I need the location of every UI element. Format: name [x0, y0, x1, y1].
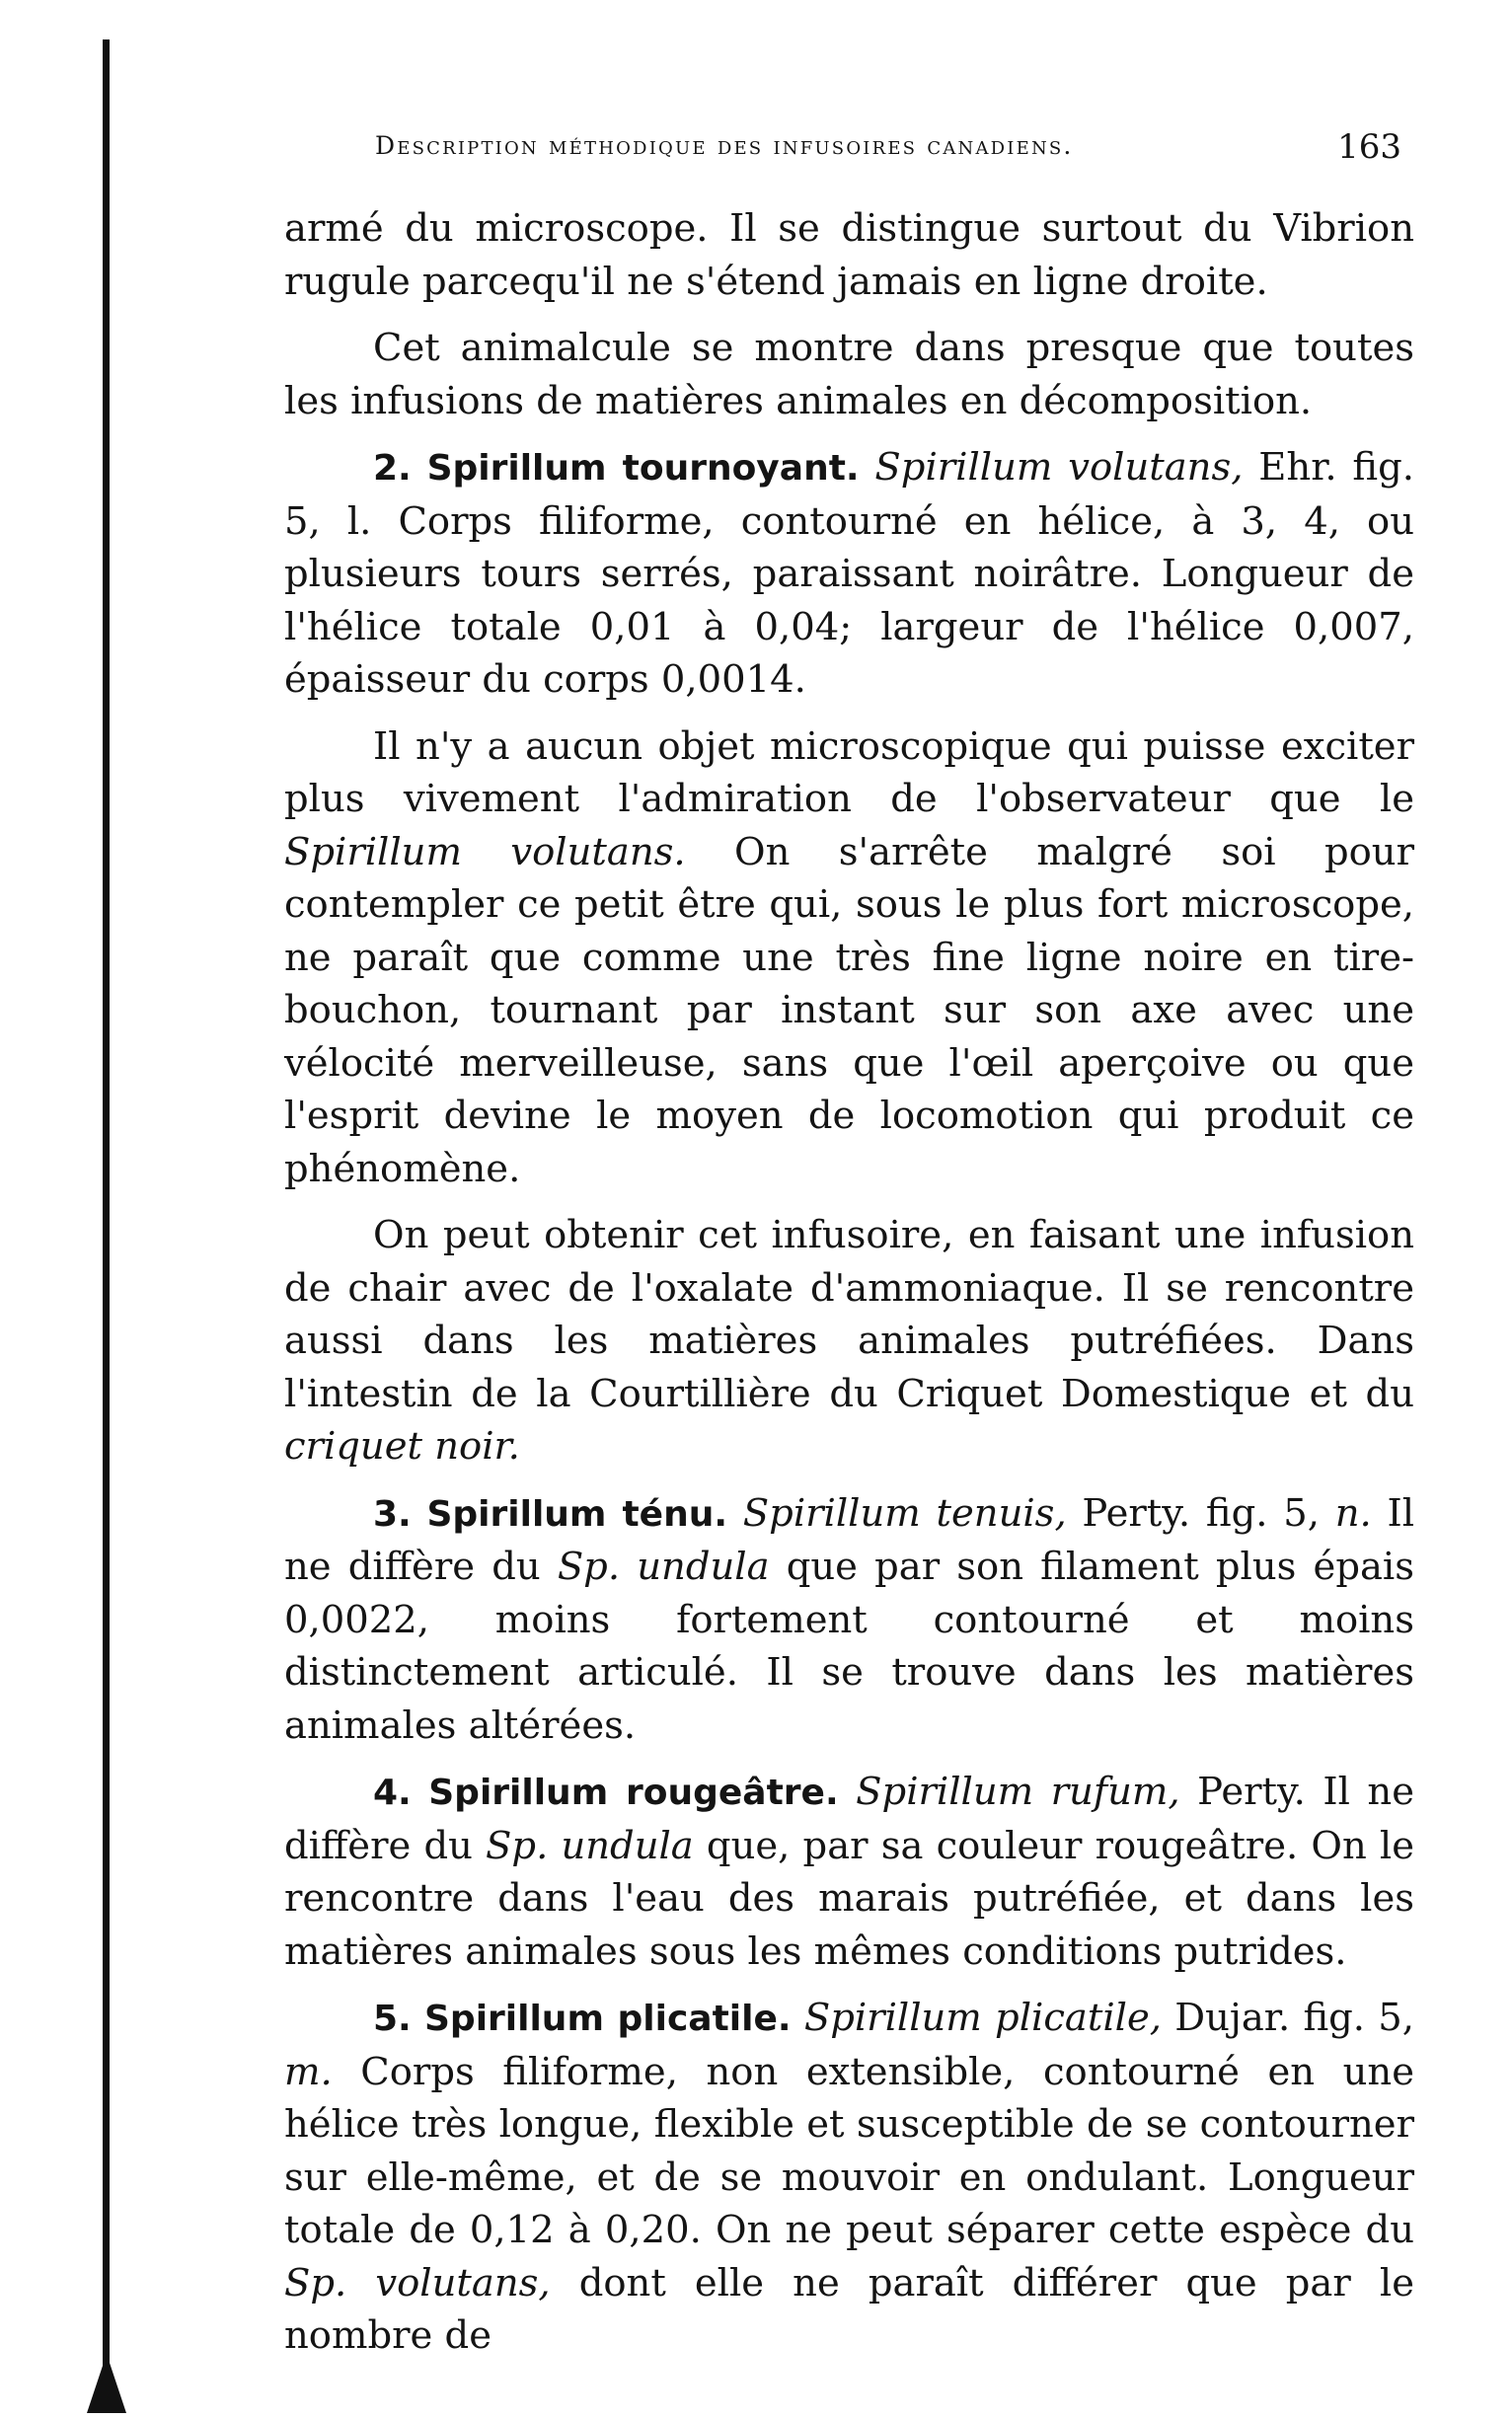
species-name: Spirillum tournoyant. [426, 448, 860, 489]
paragraph-habitat [284, 322, 1414, 427]
latin-name: Spirillum rufum, [856, 1770, 1180, 1814]
text-run: dont elle ne paraît différer que par le nombre de [284, 2260, 1414, 2358]
text-run: On s'arrête malgré soi pour contempler ce petit être qui, sous le plus fort microscope, ne paraît que comme une très fine ligne noire en tire-bouchon, tournant par instant sur son axe avec une vélocité merveilleuse, sans que l'œil aperçoive ou que l'esprit devine le moyen de locomotion qui produit ce phénomène. [284, 829, 1414, 1191]
paragraph-admiration [284, 720, 1414, 1196]
latin-name: Spirillum volutans, [874, 445, 1244, 490]
text-run: On peut obtenir cet infusoire, en faisant une infusion de chair avec de l'oxalate d'ammoniaque. Il se rencontre aussi dans les matières animales putréfiées. Dans l'intestin de la Courtillière du Criquet Domestique et du [284, 1213, 1414, 1416]
species-entry-3 [284, 1487, 1414, 1753]
running-title: Description méthodique des infusoires canadiens. [375, 131, 1074, 160]
species-number: 5. [373, 1999, 412, 2039]
text-run: que par son filament plus épais 0,0022, moins fortement contourné et moins distinctement articulé. Il se trouve dans les matières animales altérées. [284, 1545, 1414, 1748]
latin-name: Spirillum plicatile, [803, 1996, 1162, 2040]
species-entry-2 [284, 441, 1414, 707]
body-text [284, 202, 1414, 2377]
text-run: armé du microscope. Il se distingue surtout du Vibrion rugule parcequ'il ne s'étend jamais en ligne droite. [284, 206, 1414, 304]
text-run: Corps filiforme, non extensible, contourné en une hélice très longue, flexible et susceptible de se contourner sur elle-même, et de se mouvoir en ondulant. Longueur totale de 0,12 à 0,20. On ne peut séparer cette espèce du [284, 2049, 1414, 2252]
page-number: 163 [1337, 127, 1401, 167]
text-run: Perty. Il ne diffère du [284, 1770, 1414, 1868]
latin-name: criquet noir. [284, 1424, 520, 1469]
latin-name: Spirillum volutans. [284, 829, 686, 874]
binding-edge-foot [87, 2354, 126, 2413]
species-number: 3. [373, 1493, 412, 1535]
species-name: Spirillum plicatile. [424, 1999, 792, 2039]
text-run: Dujar. fig. 5, [1161, 1996, 1414, 2040]
species-entry-4 [284, 1766, 1414, 1978]
text-run: que, par sa couleur rougeâtre. On le rencontre dans l'eau des marais putréfiée, et dans les matières animales sous les mêmes conditions putrides. [284, 1823, 1415, 1974]
latin-name: Sp. undula [486, 1823, 694, 1868]
text-run: Il ne diffère du [284, 1490, 1415, 1589]
page-header [375, 127, 1401, 171]
species-name: Spirillum ténu. [426, 1493, 728, 1535]
text-run: Ehr. fig. 5, l. Corps filiforme, contourné en hélice, à 3, 4, ou plusieurs tours serrés, paraissant noirâtre. Longueur de l'hélice totale 0,01 à 0,04; largeur de l'hélice 0,007, épaisseur du corps 0,0014. [284, 445, 1414, 702]
species-entry-5 [284, 1992, 1414, 2363]
text-run: Perty. fig. 5, [1066, 1490, 1335, 1536]
latin-name: Spirillum tenuis, [742, 1490, 1067, 1536]
paragraph-continuation [284, 202, 1414, 308]
figure-letter: n. [1334, 1490, 1372, 1536]
species-number: 2. [373, 448, 412, 489]
binding-edge-line [103, 39, 110, 2383]
paragraph-obtain [284, 1209, 1414, 1474]
species-name: Spirillum rougeâtre. [428, 1773, 839, 1813]
species-number: 4. [373, 1773, 412, 1813]
latin-name: Sp. volutans, [284, 2260, 551, 2306]
figure-letter: m. [284, 2049, 333, 2094]
latin-name: Sp. undula [557, 1545, 770, 1589]
text-run: Cet animalcule se montre dans presque que toutes les infusions de matières animales en décomposition. [284, 326, 1414, 423]
text-run: Il n'y a aucun objet microscopique qui puisse exciter plus vivement l'admiration de l'observateur que le [284, 723, 1414, 821]
